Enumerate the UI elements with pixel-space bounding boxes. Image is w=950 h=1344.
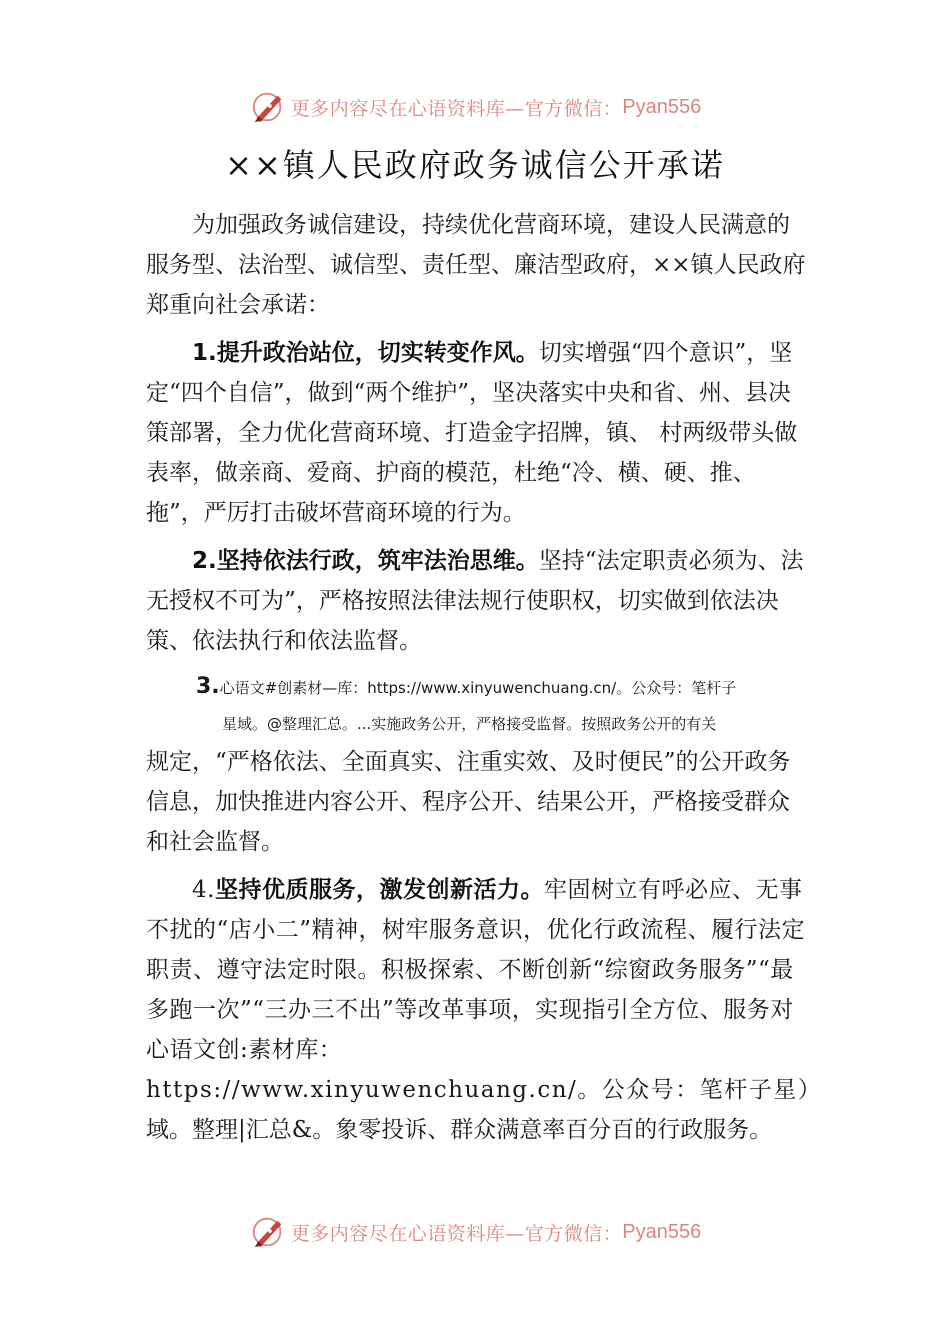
item-4-url-line: https://www.xinyuwenchuang.cn/。公众号：笔杆子星） bbox=[146, 1077, 823, 1103]
document-body bbox=[146, 205, 823, 1150]
item-1-body: 切实增强“四个意识”，坚定“四个自信”，做到“两个维护”，坚决落实中央和省、州、县决策部署，全力优化营商环境、打造金字招牌，镇、 村两级带头做表率，做亲商、爱商、护商的模范，杜绝“冷、横、硬、推、拖”，严厉打击破坏营商环境的行为。 bbox=[146, 340, 798, 526]
item-4-heading: 坚持优质服务，激发创新活力。 bbox=[214, 877, 544, 903]
footer-banner bbox=[0, 1212, 950, 1252]
item-4-paragraph bbox=[146, 870, 812, 1070]
document-title: ××镇人民政府政务诚信公开承诺 bbox=[225, 146, 725, 184]
item-3-body: 规定，“严格依法、全面真实、注重实效、及时便民”的公开政务信息，加快推进内容公开、程序公开、结果公开，严格接受群众和社会监督。 bbox=[146, 749, 791, 855]
item-3-inserted-text-1: 心语文#创素材—库：https://www.xinyuwenchuang.cn/。公众号：笔杆子 bbox=[219, 679, 737, 697]
footer-banner-text: 更多内容尽在心语资料库—官方微信： bbox=[290, 1222, 623, 1245]
pen-nib-logo-icon bbox=[249, 88, 287, 126]
pen-nib-logo-icon bbox=[249, 1213, 287, 1251]
item-4-number: 4. bbox=[192, 877, 215, 903]
item-2-body: 坚持“法定职责必须为、法无授权不可为”，严格按照法律法规行使职权，切实做到依法决策、依法执行和依法监督。 bbox=[146, 548, 804, 654]
item-3-number: 3. bbox=[196, 674, 220, 699]
item-3-inserted-line-1 bbox=[146, 669, 812, 706]
footer-banner-wechat-id: Pyan556 bbox=[622, 1220, 702, 1243]
item-1-heading: 1.提升政治站位，切实转变作风。 bbox=[192, 340, 539, 366]
intro-paragraph: 为加强政务诚信建设，持续优化营商环境，建设人民满意的服务型、法治型、诚信型、责任型、廉洁型政府，××镇人民政府郑重向社会承诺： bbox=[146, 212, 806, 318]
item-4-tail: 域。整理|汇总&。象零投诉、群众满意率百分百的行政服务。 bbox=[146, 1117, 773, 1143]
banner-text: 更多内容尽在心语资料库—官方微信： bbox=[290, 97, 623, 120]
item-2-paragraph bbox=[146, 541, 812, 661]
header-banner bbox=[0, 87, 950, 127]
item-1-paragraph bbox=[146, 333, 812, 533]
item-4-body: 牢固树立有呼必应、无事不扰的“店小二”精神，树牢服务意识，优化行政流程、履行法定职责、遵守法定时限。积极探索、不断创新“综窗政务服务”“最多跑一次”“三办三不出”等改革事项，实现指引全方位、服务对心语文创:素材库： bbox=[146, 877, 806, 1063]
item-3-inserted-line-2: 星域。@整理汇总。...实施政务公开，严格接受监督。按照政务公开的有关 bbox=[222, 715, 717, 733]
banner-wechat-id: Pyan556 bbox=[622, 95, 702, 118]
item-2-heading: 2.坚持依法行政，筑牢法治思维。 bbox=[192, 548, 539, 574]
